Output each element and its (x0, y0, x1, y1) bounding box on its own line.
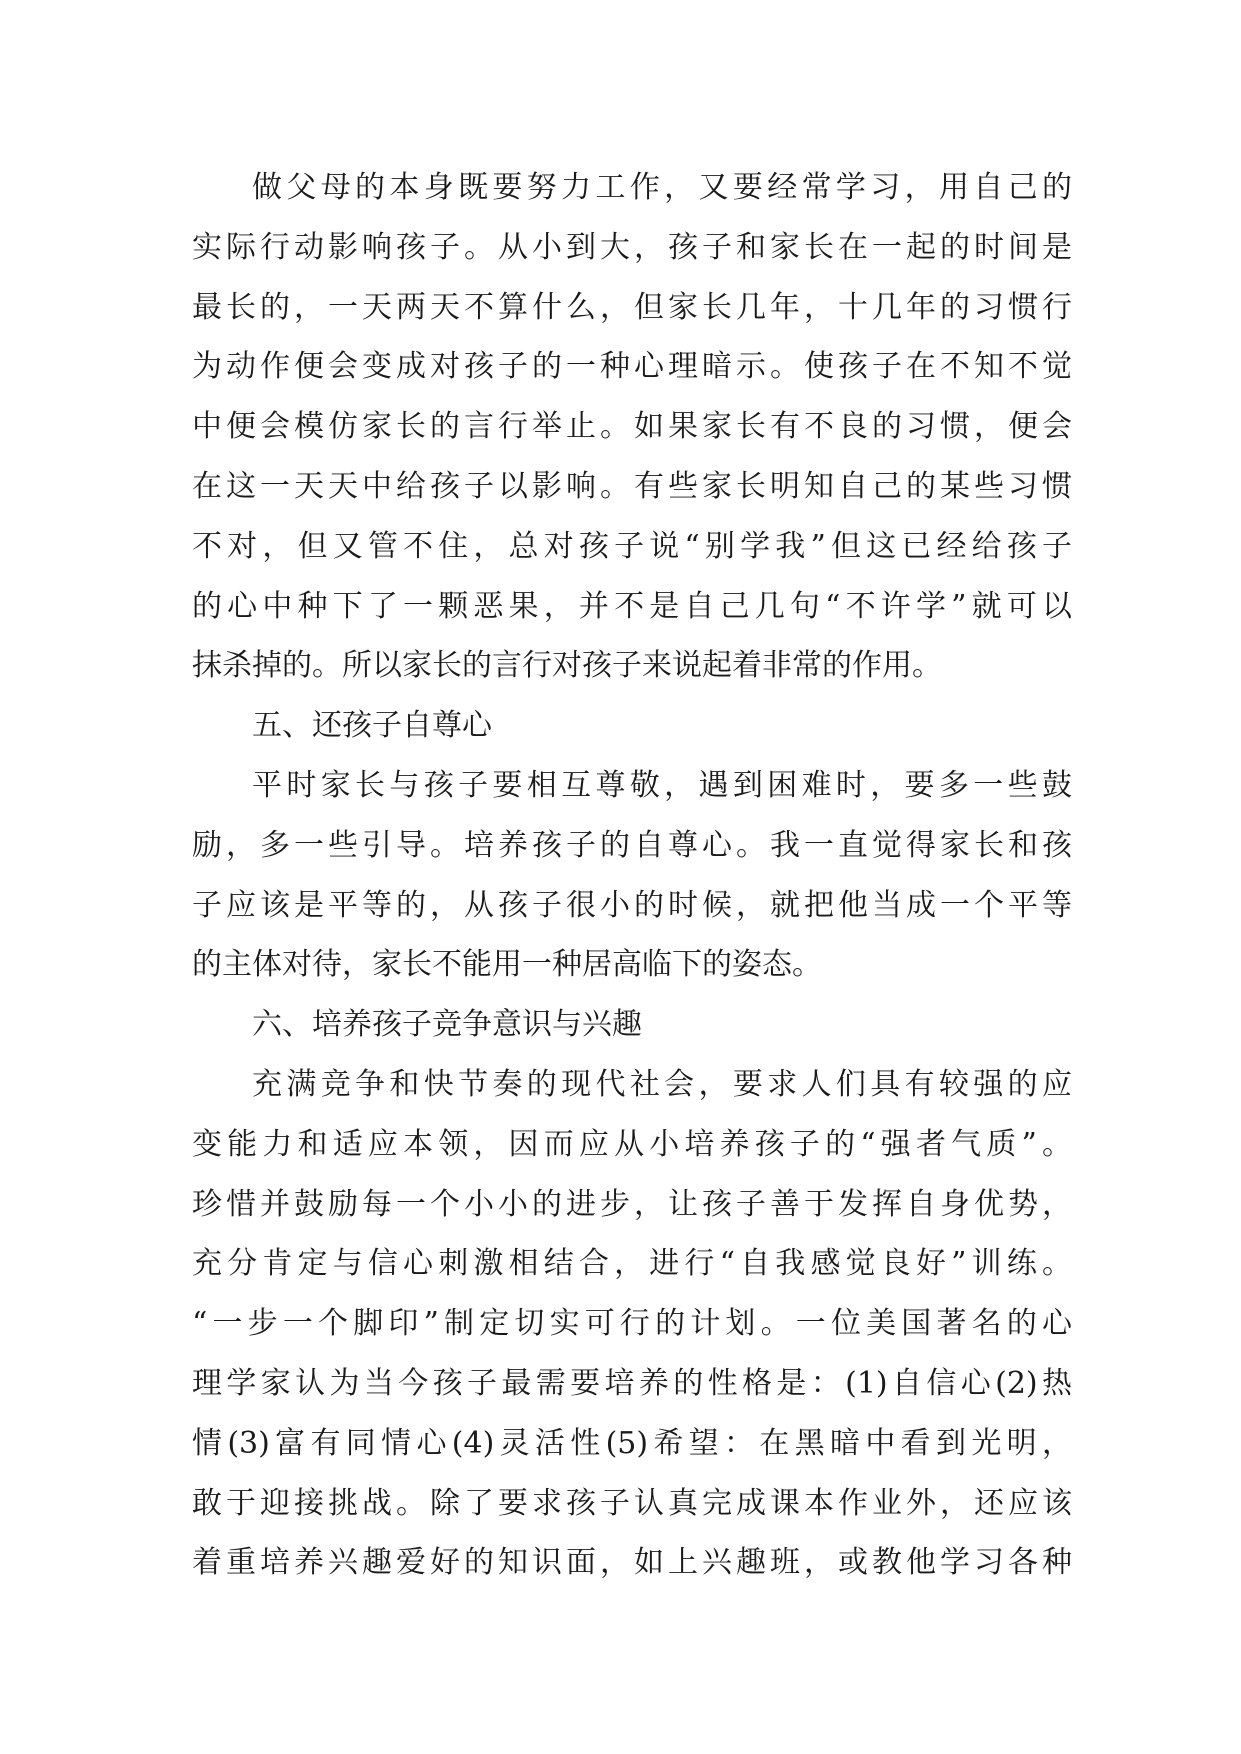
paragraph-line: 最长的，一天两天不算什么，但家长几年，十几年的习惯行 (192, 289, 1072, 325)
paragraph-line: 做父母的本身既要努力工作，又要经常学习，用自己的 (252, 170, 1072, 205)
section-heading: 六、培养孩子竞争意识与兴趣 (252, 1007, 642, 1043)
paragraph-line: 实际行动影响孩子。从小到大，孩子和家长在一起的时间是 (192, 229, 1072, 265)
paragraph-line: 励，多一些引导。培养孩子的自尊心。我一直觉得家长和孩 (192, 827, 1072, 863)
paragraph-line: 的主体对待，家长不能用一种居高临下的姿态。 (192, 947, 822, 983)
paragraph-line: 理学家认为当今孩子最需要培养的性格是：(1)自信心(2)热 (192, 1365, 1072, 1401)
body-text (192, 158, 1072, 1593)
paragraph-line: 子应该是平等的，从孩子很小的时候，就把他当成一个平等 (192, 887, 1072, 923)
paragraph-line: 抹杀掉的。所以家长的言行对孩子来说起着非常的作用。 (192, 648, 942, 684)
paragraph-line: 充分肯定与信心刺激相结合，进行“自我感觉良好”训练。 (192, 1246, 1072, 1282)
paragraph-line: 为动作便会变成对孩子的一种心理暗示。使孩子在不知不觉 (192, 349, 1072, 385)
paragraph-line: 的心中种下了一颗恶果，并不是自己几句“不许学”就可以 (192, 588, 1072, 624)
paragraph-line: 充满竞争和快节奏的现代社会，要求人们具有较强的应 (252, 1066, 1072, 1102)
paragraph-line: 不对，但又管不住，总对孩子说“别学我”但这已经给孩子 (192, 528, 1072, 564)
paragraph-line: 变能力和适应本领，因而应从小培养孩子的“强者气质”。 (192, 1126, 1072, 1162)
paragraph-line: 平时家长与孩子要相互尊敬，遇到困难时，要多一些鼓 (252, 767, 1072, 803)
section-heading: 五、还孩子自尊心 (252, 708, 492, 744)
paragraph-line: 敢于迎接挑战。除了要求孩子认真完成课本作业外，还应该 (192, 1485, 1072, 1521)
paragraph-line: 情(3)富有同情心(4)灵活性(5)希望：在黑暗中看到光明， (192, 1425, 1072, 1461)
paragraph-line: 着重培养兴趣爱好的知识面，如上兴趣班，或教他学习各种 (192, 1545, 1072, 1581)
paragraph-line: 在这一天天中给孩子以影响。有些家长明知自己的某些习惯 (192, 468, 1072, 504)
paragraph-line: 珍惜并鼓励每一个小小的进步，让孩子善于发挥自身优势， (192, 1186, 1072, 1222)
paragraph-line: “一步一个脚印”制定切实可行的计划。一位美国著名的心 (192, 1306, 1072, 1342)
paragraph-line: 中便会模仿家长的言行举止。如果家长有不良的习惯，便会 (192, 409, 1072, 445)
